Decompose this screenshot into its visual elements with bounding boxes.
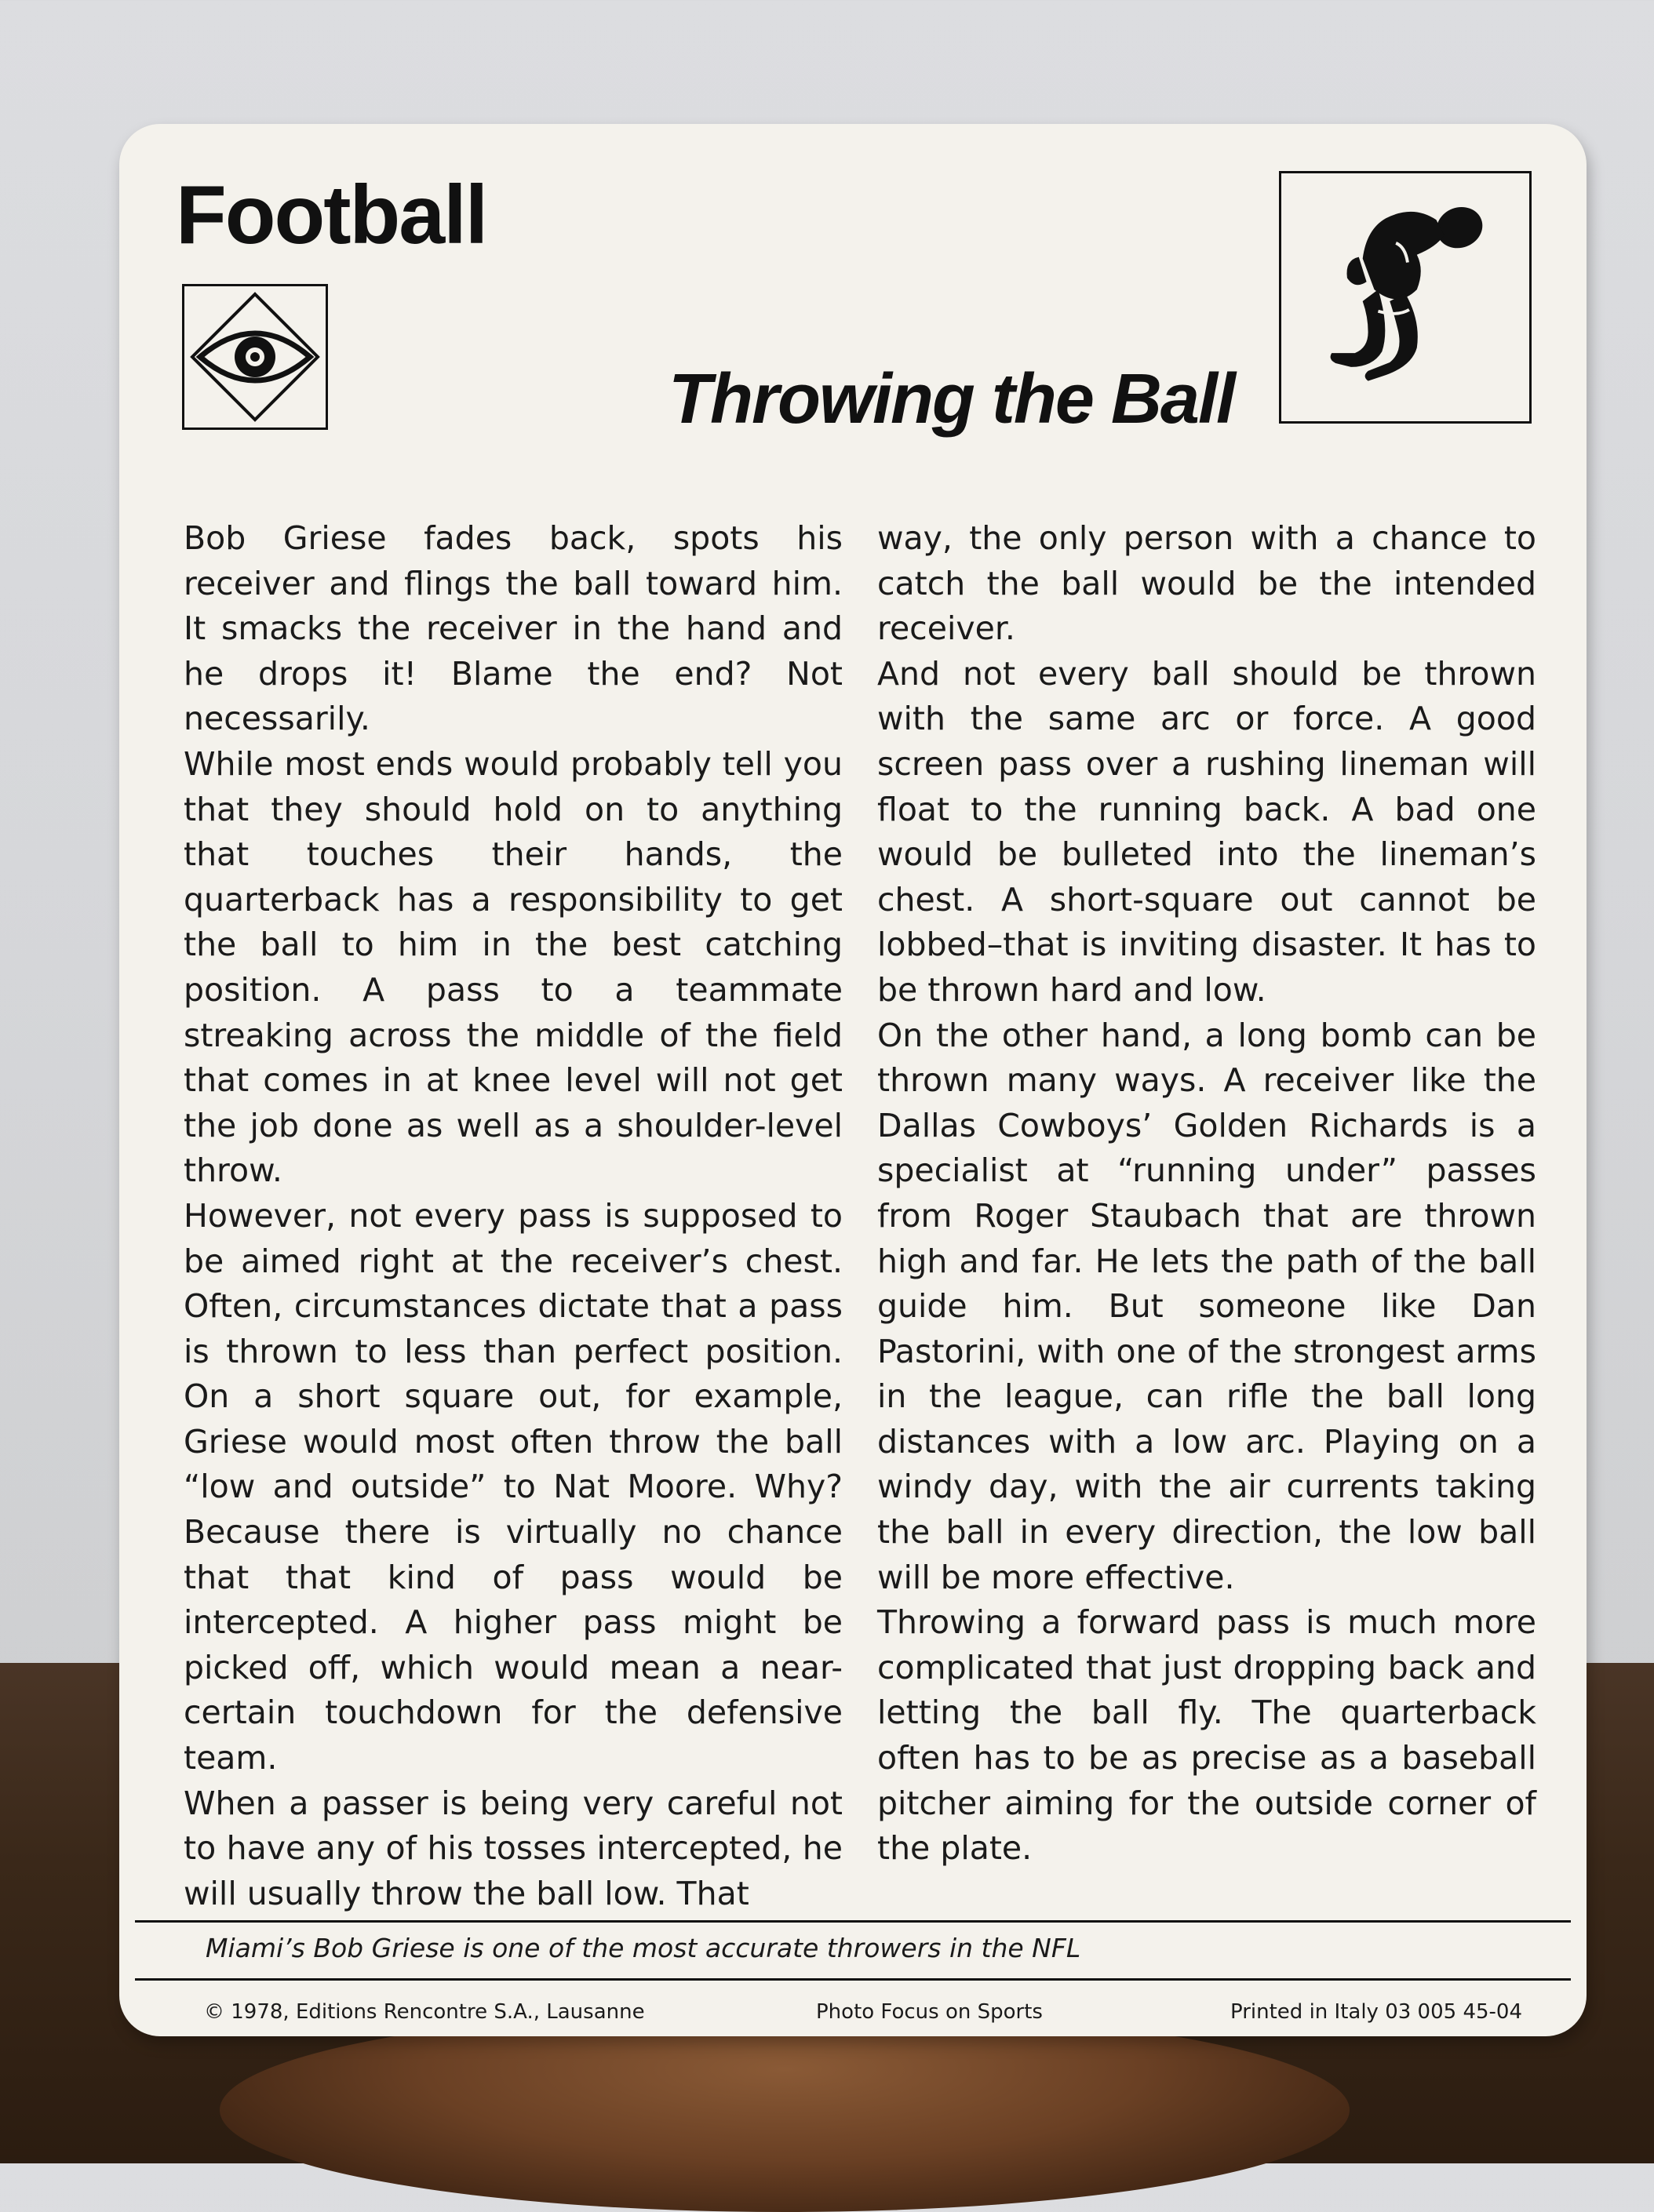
card-title: Throwing the Ball xyxy=(669,360,1234,438)
printed-info: Printed in Italy 03 005 45-04 xyxy=(1230,2000,1522,2024)
paragraph: While most ends would probably tell you that they should hold on to anything that touches their hands, the quarterback has a responsibility to get the ball to him in the best catching position. A pass to a teammate streaking across the middle of the field that comes in at knee level will not get the job done as well as a shoulder-level throw. xyxy=(184,744,843,1190)
paragraph: On the other hand, a long bomb can be thrown many ways. A receiver like the Dallas Cowboys’ Golden Richards is a specialist at “running under” passes from Roger Staubach that are thrown high and far. He lets the path of the ball guide him. But someone like Dan Pastorini, with one of the strongest arms in the league, can rifle the ball long distances with a low arc. Playing on a windy day, with the air currents taking the ball in every direction, the low ball will be more effective. xyxy=(877,1016,1536,1596)
caption-divider-bottom xyxy=(135,1978,1571,1981)
card-stand xyxy=(220,2008,1350,2212)
photo-credit: Photo Focus on Sports xyxy=(816,2000,1043,2024)
photo-caption: Miami’s Bob Griese is one of the most accurate throwers in the NFL xyxy=(206,1933,1081,1963)
card-category: Football xyxy=(176,169,487,261)
paragraph: way, the only person with a chance to catch the ball would be the intended receiver. xyxy=(877,519,1536,648)
eye-in-diamond-icon xyxy=(182,284,328,430)
paragraph: Throwing a forward pass is much more complicated that just dropping back and letting the ball fly. The quarterback often has to be as precise as a baseball pitcher aiming for the outside corner of the plate. xyxy=(877,1603,1536,1868)
card-footer xyxy=(204,2000,1522,2032)
copyright-text: © 1978, Editions Rencontre S.A., Lausanne xyxy=(204,2000,645,2024)
sport-card xyxy=(119,124,1587,2036)
paragraph: However, not every pass is supposed to be aimed right at the receiver’s chest. Often, circumstances dictate that a pass is thrown to less than perfect position. On a short square out, for example, Griese would most often throw the ball “low and outside” to Nat Moore. Why? Because there is virtually no chance that that kind of pass would be intercepted. A higher pass might be picked off, which would mean a near-certain touchdown for the defensive team. xyxy=(184,1196,843,1777)
quarterback-silhouette-icon xyxy=(1279,171,1532,424)
right-text-column xyxy=(877,516,1536,1872)
paragraph: And not every ball should be thrown with the same arc or force. A good screen pass over a rushing lineman will float to the running back. A bad one would be bulleted into the lineman’s chest. A short-square out cannot be lobbed–that is inviting disaster. It has to be thrown hard and low. xyxy=(877,654,1536,1009)
left-text-column xyxy=(184,516,843,1916)
paragraph: When a passer is being very careful not to have any of his tosses intercepted, he will usually throw the ball low. That xyxy=(184,1784,843,1912)
paragraph: Bob Griese fades back, spots his receiver and flings the ball toward him. It smacks the receiver in the hand and he drops it! Blame the end? Not necessarily. xyxy=(184,519,843,738)
caption-divider-top xyxy=(135,1920,1571,1923)
